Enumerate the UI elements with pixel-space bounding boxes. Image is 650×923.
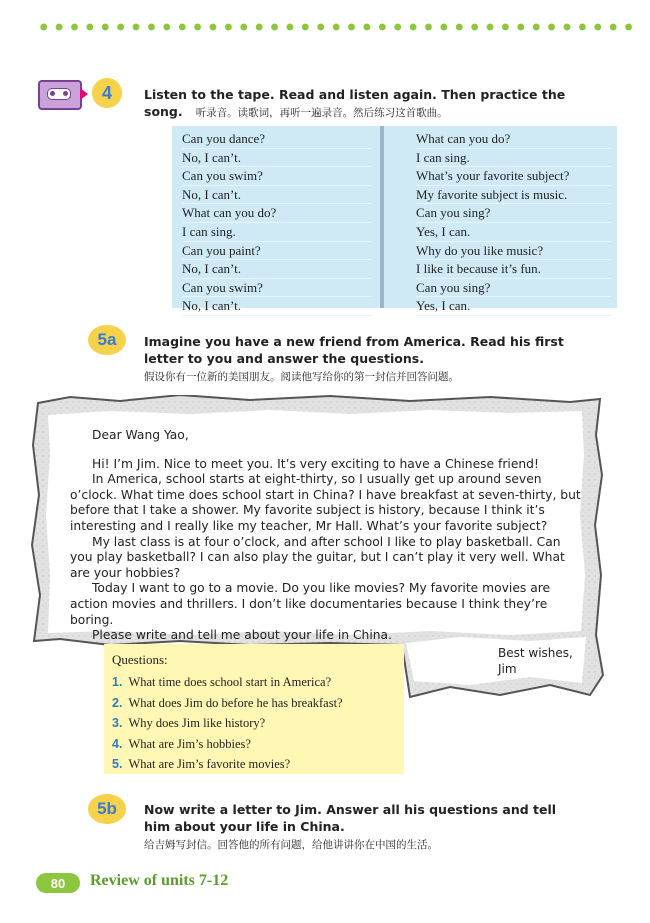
question-number: 4. — [112, 736, 123, 751]
section-5b-instruction-line1: Now write a letter to Jim. Answer all his questions and tell — [144, 802, 557, 817]
section-5a-badge: 5a — [88, 325, 126, 355]
letter-signoff — [498, 645, 573, 677]
song-line: No, I can’t. — [182, 260, 372, 279]
question-item — [112, 734, 343, 755]
song-line: My favorite subject is music. — [416, 186, 611, 205]
song-line: What can you do? — [416, 130, 611, 149]
song-line: No, I can’t. — [182, 149, 372, 168]
song-divider — [380, 126, 384, 308]
page-number: 80 — [36, 873, 80, 893]
section-4-instruction-line2: song. — [144, 104, 183, 119]
dotted-border — [36, 20, 636, 34]
song-right-column — [416, 130, 611, 316]
song-line: Can you swim? — [182, 279, 372, 298]
song-line: Can you sing? — [416, 204, 611, 223]
song-line: No, I can’t. — [182, 186, 372, 205]
section-4-instruction-line1: Listen to the tape. Read and listen again. Then practice the — [144, 87, 566, 102]
letter-paragraph: Please write and tell me about your life in China. — [92, 628, 393, 643]
song-line: Can you dance? — [182, 130, 372, 149]
letter-paragraph: My last class is at four o’clock, and after school I like to play basketball. Can you play basketball? I can also play the guitar, but I can’t play it very well. What are your hobbies? — [70, 534, 565, 580]
letter-paragraph: Hi! I’m Jim. Nice to meet you. It’s very exciting to have a Chinese friend! — [92, 456, 539, 471]
letter-closing: Best wishes, — [498, 646, 573, 660]
question-number: 2. — [112, 695, 123, 710]
song-line: Yes, I can. — [416, 297, 611, 316]
section-5a-instruction — [144, 333, 624, 386]
question-text: What are Jim’s favorite movies? — [128, 757, 291, 772]
question-item — [112, 672, 343, 693]
song-line: Can you swim? — [182, 167, 372, 186]
song-line: What’s your favorite subject? — [416, 167, 611, 186]
section-5b-instruction — [144, 801, 624, 854]
page-footer-title: Review of units 7-12 — [90, 872, 229, 889]
song-left-column — [182, 130, 372, 316]
song-line: I can sing. — [182, 223, 372, 242]
section-5a-instruction-zh: 假设你有一位新的美国朋友。阅读他写给你的第一封信并回答问题。 — [144, 371, 459, 383]
letter-signature: Jim — [498, 662, 517, 676]
letter-salutation: Dear Wang Yao, — [92, 428, 189, 442]
section-5a-instruction-line1: Imagine you have a new friend from America. Read his first — [144, 334, 564, 349]
section-4-instruction — [144, 86, 624, 122]
question-text: What are Jim’s hobbies? — [128, 736, 251, 751]
letter-paragraph: Today I want to go to a movie. Do you like movies? My favorite movies are action movies and thrillers. I don’t like documentaries because I think they’re boring. — [70, 581, 551, 627]
section-4-instruction-zh: 听录音。读歌词，再听一遍录音。然后练习这首歌曲。 — [195, 107, 448, 119]
cassette-tape-icon — [38, 80, 82, 110]
song-line: Why do you like music? — [416, 242, 611, 261]
section-5b-instruction-zh: 给吉姆写封信。回答他的所有问题，给他讲讲你在中国的生活。 — [144, 839, 438, 851]
question-item — [112, 754, 343, 775]
questions-title: Questions: — [112, 652, 168, 667]
section-4-badge: 4 — [92, 78, 122, 108]
song-line: Yes, I can. — [416, 223, 611, 242]
section-5b-badge: 5b — [88, 794, 126, 824]
question-number: 3. — [112, 716, 123, 731]
song-line: I like it because it’s fun. — [416, 260, 611, 279]
letter-body — [70, 428, 582, 644]
question-number: 5. — [112, 757, 123, 772]
question-text: What does Jim do before he has breakfast? — [128, 695, 343, 710]
song-line: I can sing. — [416, 149, 611, 168]
question-text: Why does Jim like history? — [128, 716, 266, 731]
question-item — [112, 693, 343, 714]
song-line: No, I can’t. — [182, 297, 372, 316]
section-5a-instruction-line2: letter to you and answer the questions. — [144, 351, 424, 366]
song-line: Can you sing? — [416, 279, 611, 298]
question-item — [112, 713, 343, 734]
song-line: Can you paint? — [182, 242, 372, 261]
question-number: 1. — [112, 675, 123, 689]
question-text: What time does school start in America? — [128, 675, 332, 689]
questions-list — [112, 672, 343, 775]
section-5b-instruction-line2: him about your life in China. — [144, 819, 345, 834]
letter-paragraph: In America, school starts at eight-thirty, so I usually get up around seven o’clock. What time does school start in China? I have breakfast at seven-thirty, but before that I take a shower. My favorite subject is history, because I think it’s interesting and I really like my teacher, Mr Hall. What’s your favorite subject? — [70, 472, 581, 533]
song-line: What can you do? — [182, 204, 372, 223]
